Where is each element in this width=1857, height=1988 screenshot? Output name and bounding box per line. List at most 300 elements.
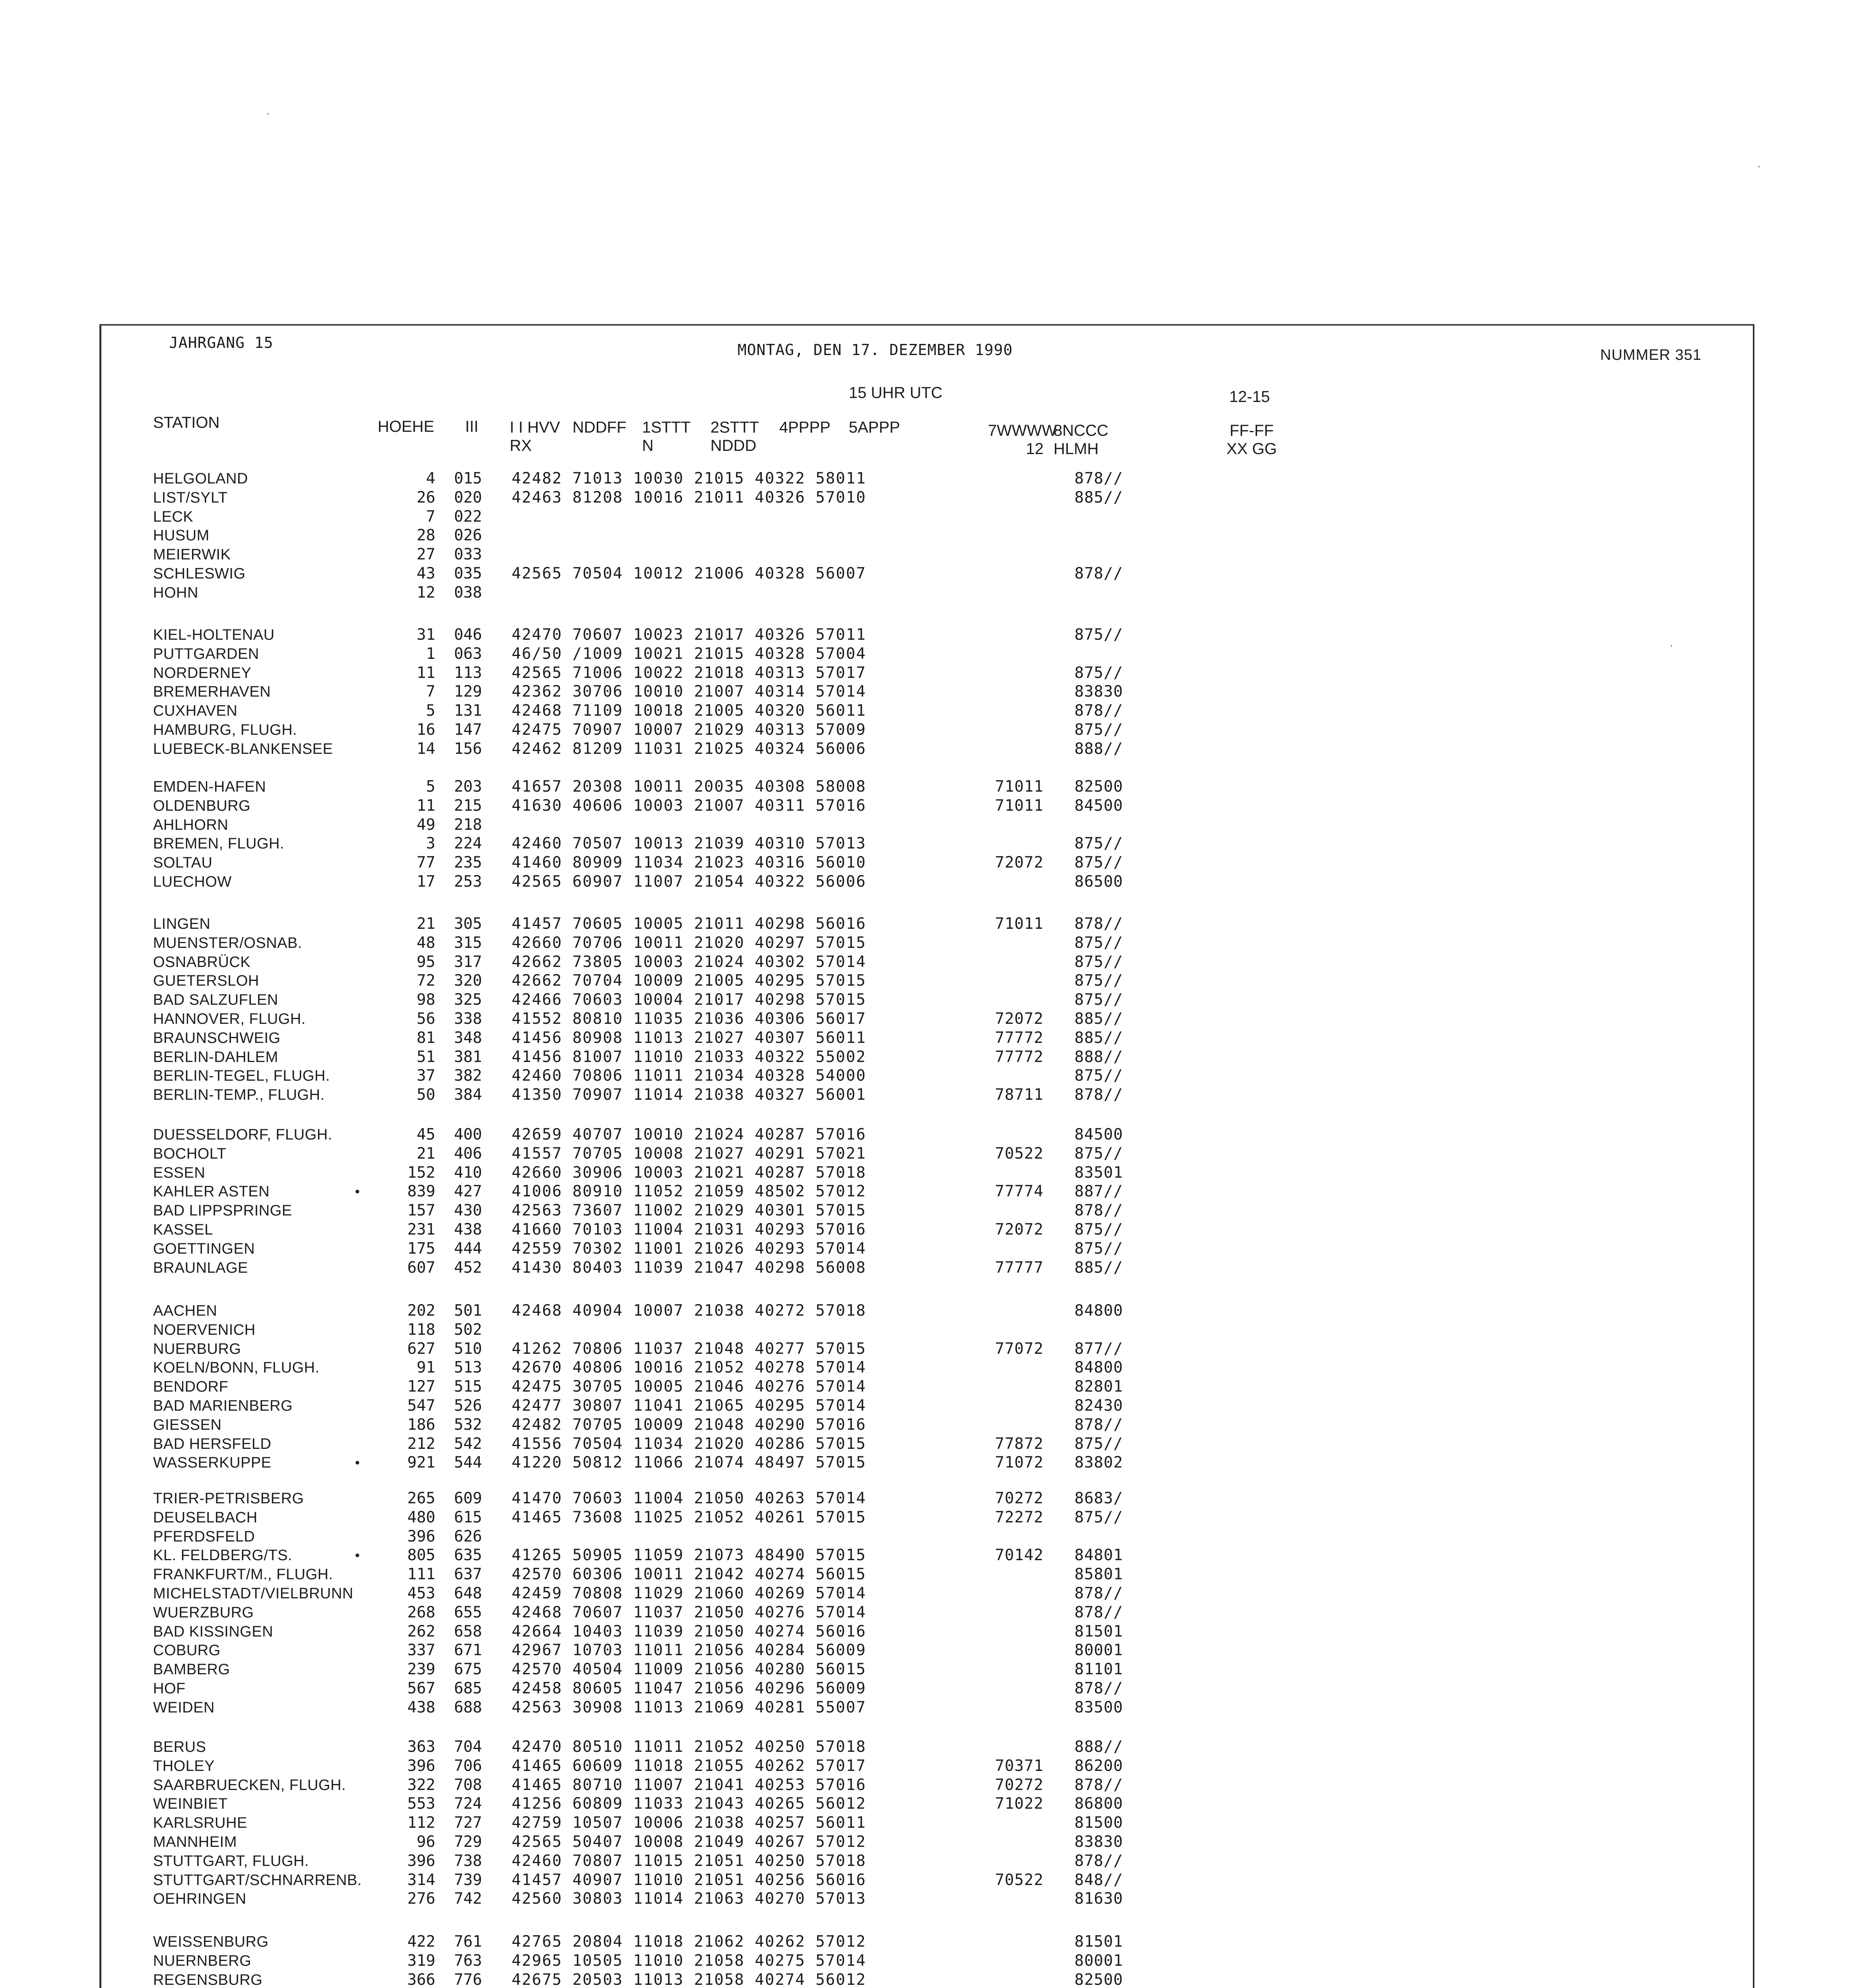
cloud-group: 875// (1074, 664, 1123, 682)
station-height: 265 (407, 1489, 435, 1507)
station-height: 212 (407, 1435, 435, 1453)
station-id: 381 (454, 1048, 482, 1066)
station-id: 542 (454, 1435, 482, 1453)
station-name: BAD SALZUFLEN (153, 992, 278, 1008)
cloud-group: 82500 (1074, 778, 1123, 796)
station-name: KASSEL (153, 1221, 213, 1238)
station-height: 422 (407, 1933, 435, 1951)
station-name: EMDEN-HAFEN (153, 779, 266, 795)
station-height: 396 (407, 1528, 435, 1545)
table-row (0, 1377, 1857, 1396)
station-height: 51 (417, 1048, 435, 1066)
station-id: 215 (454, 797, 482, 815)
station-name: WEIDEN (153, 1699, 215, 1716)
station-name: HUSUM (153, 527, 210, 544)
synop-groups: 42466 70603 10004 21017 40298 57015 (512, 991, 866, 1009)
station-name: WUERZBURG (153, 1604, 254, 1621)
station-name: DEUSELBACH (153, 1509, 258, 1526)
station-name: STUTTGART/SCHNARRENB. (153, 1872, 362, 1889)
synop-groups: 42965 10505 11010 21058 40275 57014 (512, 1952, 866, 1970)
table-row (0, 1757, 1857, 1776)
station-id: 738 (454, 1852, 482, 1870)
station-height: 31 (417, 626, 435, 644)
cloud-group: 878// (1074, 1679, 1123, 1697)
synop-groups: 42470 70607 10023 21017 40326 57011 (512, 626, 866, 644)
cloud-group: 885// (1074, 1259, 1123, 1277)
station-name: NUERBURG (153, 1341, 241, 1357)
station-id: 658 (454, 1623, 482, 1640)
station-name: TRIER-PETRISBERG (153, 1490, 304, 1507)
cloud-group: 82801 (1074, 1378, 1123, 1396)
cloud-group: 82430 (1074, 1397, 1123, 1415)
station-height: 567 (407, 1679, 435, 1697)
synop-groups: 42759 10507 10006 21038 40257 56011 (512, 1814, 866, 1832)
cloud-group: 878// (1074, 470, 1123, 487)
station-name: CUXHAVEN (153, 703, 238, 719)
synop-groups: 41465 60609 11018 21055 40262 57017 (512, 1757, 866, 1775)
station-height: 157 (407, 1202, 435, 1219)
synop-groups: 42670 40806 10016 21052 40278 57014 (512, 1359, 866, 1376)
col-1sttt: 1STTT N (642, 419, 691, 454)
weather-group: 70142 (995, 1546, 1044, 1564)
cloud-group: 82500 (1074, 1971, 1123, 1988)
station-height: 322 (407, 1776, 435, 1794)
station-height: 127 (407, 1378, 435, 1396)
station-id: 224 (454, 835, 482, 852)
weather-group: 77772 (995, 1048, 1044, 1066)
cloud-group: 80001 (1074, 1641, 1123, 1659)
station-id: 544 (454, 1454, 482, 1472)
station-height: 56 (417, 1010, 435, 1028)
table-row (0, 914, 1857, 934)
synop-groups: 42967 10703 11011 21056 40284 56009 (512, 1641, 866, 1659)
scan-speck: . (1757, 157, 1761, 170)
station-height: 50 (417, 1086, 435, 1104)
cloud-group: 81501 (1074, 1933, 1123, 1951)
station-name: BERLIN-TEMP., FLUGH. (153, 1087, 325, 1103)
synop-groups: 42482 71013 10030 21015 40322 58011 (512, 470, 866, 487)
station-height: 262 (407, 1623, 435, 1640)
station-height: 453 (407, 1584, 435, 1602)
station-height: 11 (417, 797, 435, 815)
station-id: 348 (454, 1029, 482, 1047)
station-id: 317 (454, 953, 482, 971)
table-row (0, 545, 1857, 564)
table-row (0, 1679, 1857, 1698)
synop-groups: 42559 70302 11001 21026 40293 57014 (512, 1240, 866, 1258)
col-hoehe: HOEHE (378, 418, 435, 435)
synop-groups: 42482 70705 10009 21048 40290 57016 (512, 1416, 866, 1434)
station-name: AACHEN (153, 1303, 217, 1319)
station-id: 305 (454, 915, 482, 933)
station-id: 020 (454, 489, 482, 507)
synop-groups: 42560 30803 11014 21063 40270 57013 (512, 1890, 866, 1908)
station-name: KARLSRUHE (153, 1815, 247, 1831)
station-name: FRANKFURT/M., FLUGH. (153, 1566, 333, 1583)
station-id: 253 (454, 873, 482, 891)
station-name: WASSERKUPPE (153, 1454, 272, 1471)
weather-group: 77072 (995, 1340, 1044, 1358)
table-row (0, 740, 1857, 759)
cloud-group: 888// (1074, 740, 1123, 758)
table-row (0, 1489, 1857, 1508)
cloud-group: 885// (1074, 489, 1123, 507)
synop-groups: 42660 30906 10003 21021 40287 57018 (512, 1164, 866, 1182)
cloud-group: 81501 (1074, 1623, 1123, 1640)
table-row (0, 834, 1857, 853)
station-name: REGENSBURG (153, 1972, 263, 1988)
station-id: 038 (454, 584, 482, 602)
weather-group: 77777 (995, 1259, 1044, 1277)
synop-groups: 41556 70504 11034 21020 40286 57015 (512, 1435, 866, 1453)
station-height: 363 (407, 1738, 435, 1756)
synop-groups: 42563 30908 11013 21069 40281 55007 (512, 1699, 866, 1716)
station-id: 739 (454, 1871, 482, 1889)
station-height: 112 (407, 1814, 435, 1832)
scan-speck: . (266, 104, 270, 117)
station-name: LINGEN (153, 916, 211, 932)
synop-groups: 41457 40907 11010 21051 40256 56016 (512, 1871, 866, 1889)
synop-groups: 41456 80908 11013 21027 40307 56011 (512, 1029, 866, 1047)
cloud-group: 875// (1074, 972, 1123, 990)
weather-group: 72072 (995, 1010, 1044, 1028)
cloud-group: 83802 (1074, 1454, 1123, 1472)
station-id: 615 (454, 1508, 482, 1526)
station-id: 609 (454, 1489, 482, 1507)
range-label: 12-15 (1229, 388, 1270, 406)
station-height: 438 (407, 1699, 435, 1716)
station-height: 553 (407, 1795, 435, 1813)
station-height: 118 (407, 1321, 435, 1339)
synop-groups: 42459 70808 11029 21060 40269 57014 (512, 1584, 866, 1602)
station-id: 675 (454, 1660, 482, 1678)
table-row (0, 1453, 1857, 1472)
station-id: 400 (454, 1126, 482, 1143)
station-id: 515 (454, 1378, 482, 1396)
station-name: PFERDSFELD (153, 1528, 255, 1545)
synop-groups: 46/50 /1009 10021 21015 40328 57004 (512, 645, 866, 663)
station-height: 11 (417, 664, 435, 682)
table-row (0, 469, 1857, 488)
station-id: 727 (454, 1814, 482, 1832)
station-height: 314 (407, 1871, 435, 1889)
synop-groups: 41630 40606 10003 21007 40311 57016 (512, 797, 866, 815)
col-iii: III (465, 418, 479, 435)
station-id: 113 (454, 664, 482, 682)
station-name: HELGOLAND (153, 470, 248, 487)
table-row (0, 1660, 1857, 1679)
synop-groups: 41660 70103 11004 21031 40293 57016 (512, 1221, 866, 1239)
mountain-station-marker: • (355, 1455, 360, 1470)
synop-groups: 41457 70605 10005 21011 40298 56016 (512, 915, 866, 933)
station-height: 921 (407, 1454, 435, 1472)
cloud-group: 84800 (1074, 1359, 1123, 1376)
station-name: BERUS (153, 1739, 206, 1755)
station-name: OSNABRÜCK (153, 954, 251, 971)
synop-groups: 42565 60907 11007 21054 40322 56006 (512, 873, 866, 891)
cloud-group: 875// (1074, 991, 1123, 1009)
station-height: 5 (426, 702, 435, 720)
cloud-group: 878// (1074, 565, 1123, 582)
station-height: 366 (407, 1971, 435, 1988)
synop-groups: 42475 70907 10007 21029 40313 57009 (512, 721, 866, 739)
station-name: STUTTGART, FLUGH. (153, 1853, 309, 1870)
synop-groups: 42765 20804 11018 21062 40262 57012 (512, 1933, 866, 1951)
cloud-group: 877// (1074, 1340, 1123, 1358)
station-name: GUETERSLOH (153, 973, 259, 989)
station-id: 430 (454, 1202, 482, 1219)
station-height: 21 (417, 1145, 435, 1163)
station-height: 37 (417, 1067, 435, 1085)
synop-groups: 42468 71109 10018 21005 40320 56011 (512, 702, 866, 720)
station-id: 452 (454, 1259, 482, 1277)
synop-groups: 42468 40904 10007 21038 40272 57018 (512, 1302, 866, 1320)
station-name: BERLIN-DAHLEM (153, 1049, 278, 1066)
station-height: 26 (417, 489, 435, 507)
station-id: 131 (454, 702, 482, 720)
station-name: BREMEN, FLUGH. (153, 835, 285, 852)
table-row (0, 1144, 1857, 1163)
synop-groups: 42477 30807 11041 21065 40295 57014 (512, 1397, 866, 1415)
station-id: 501 (454, 1302, 482, 1320)
station-name: SAARBRUECKEN, FLUGH. (153, 1777, 346, 1794)
weather-group: 70371 (995, 1757, 1044, 1775)
table-row (0, 1396, 1857, 1415)
col-2sttt: 2STTT NDDD (710, 419, 759, 454)
station-height: 337 (407, 1641, 435, 1659)
table-row (0, 815, 1857, 835)
station-height: 3 (426, 835, 435, 852)
utc-label: 15 UHR UTC (849, 384, 943, 402)
station-name: NUERNBERG (153, 1953, 252, 1969)
station-height: 202 (407, 1302, 435, 1320)
station-name: GIESSEN (153, 1417, 222, 1433)
station-name: WEISSENBURG (153, 1934, 269, 1950)
weather-group: 72072 (995, 854, 1044, 872)
cloud-group: 888// (1074, 1048, 1123, 1066)
station-id: 156 (454, 740, 482, 758)
station-name: KOELN/BONN, FLUGH. (153, 1359, 320, 1376)
station-name: KAHLER ASTEN (153, 1183, 270, 1200)
station-id: 526 (454, 1397, 482, 1415)
station-name: MANNHEIM (153, 1834, 237, 1850)
cloud-group: 878// (1074, 1604, 1123, 1621)
cloud-group: 848// (1074, 1871, 1123, 1889)
table-row (0, 953, 1857, 972)
station-id: 776 (454, 1971, 482, 1988)
station-name: HOHN (153, 584, 198, 601)
station-name: THOLEY (153, 1758, 215, 1774)
weather-group: 77774 (995, 1182, 1044, 1200)
table-row (0, 796, 1857, 815)
table-row (0, 1738, 1857, 1757)
station-id: 742 (454, 1890, 482, 1908)
synop-groups: 42662 73805 10003 21024 40302 57014 (512, 953, 866, 971)
synop-groups: 41006 80910 11052 21059 48502 57012 (512, 1182, 866, 1200)
synop-groups: 42664 10403 11039 21050 40274 56016 (512, 1623, 866, 1640)
station-name: GOETTINGEN (153, 1241, 255, 1257)
station-id: 235 (454, 854, 482, 872)
synop-groups: 42463 81208 10016 21011 40326 57010 (512, 489, 866, 507)
station-height: 95 (417, 953, 435, 971)
synop-groups: 41552 80810 11035 21036 40306 56017 (512, 1010, 866, 1028)
station-name: AHLHORN (153, 817, 229, 833)
cloud-group: 81500 (1074, 1814, 1123, 1832)
station-id: 688 (454, 1699, 482, 1716)
cloud-group: 84801 (1074, 1546, 1123, 1564)
table-row (0, 1010, 1857, 1029)
cloud-group: 878// (1074, 1852, 1123, 1870)
station-height: 17 (417, 873, 435, 891)
weather-group: 77872 (995, 1435, 1044, 1453)
table-row (0, 971, 1857, 990)
table-row (0, 1871, 1857, 1890)
synop-groups: 42565 70504 10012 21006 40328 56007 (512, 565, 866, 582)
station-height: 91 (417, 1359, 435, 1376)
table-row (0, 1852, 1857, 1871)
station-height: 547 (407, 1397, 435, 1415)
col-8nccc: 8NCCC HLMH (1054, 422, 1108, 458)
synop-groups: 41220 50812 11066 21074 48497 57015 (512, 1454, 866, 1472)
col-hvv: I I HVV RX (510, 419, 560, 454)
station-height: 77 (417, 854, 435, 872)
cloud-group: 878// (1074, 1584, 1123, 1602)
weather-group: 72072 (995, 1221, 1044, 1239)
station-id: 218 (454, 816, 482, 834)
table-row (0, 1833, 1857, 1852)
col-4pppp: 4PPPP (779, 419, 831, 436)
table-row (0, 701, 1857, 720)
synop-groups: 42475 30705 10005 21046 40276 57014 (512, 1378, 866, 1396)
station-name: LECK (153, 509, 194, 525)
synop-groups: 42662 70704 10009 21005 40295 57015 (512, 972, 866, 990)
synop-groups: 42565 50407 10008 21049 40267 57012 (512, 1833, 866, 1851)
table-row (0, 1125, 1857, 1144)
table-row (0, 1435, 1857, 1454)
table-row (0, 1301, 1857, 1320)
station-height: 49 (417, 816, 435, 834)
weather-group: 71011 (995, 915, 1044, 933)
cloud-group: 875// (1074, 835, 1123, 852)
synop-groups: 42462 81209 11031 21025 40324 56006 (512, 740, 866, 758)
cloud-group: 81101 (1074, 1660, 1123, 1678)
station-height: 81 (417, 1029, 435, 1047)
cloud-group: 887// (1074, 1182, 1123, 1200)
table-row (0, 1889, 1857, 1908)
station-id: 063 (454, 645, 482, 663)
station-height: 175 (407, 1240, 435, 1258)
station-name: WEINBIET (153, 1796, 228, 1812)
station-id: 438 (454, 1221, 482, 1239)
station-name: COBURG (153, 1642, 221, 1659)
station-name: HANNOVER, FLUGH. (153, 1011, 306, 1027)
table-row (0, 1603, 1857, 1622)
station-height: 72 (417, 972, 435, 990)
station-name: BAD MARIENBERG (153, 1398, 293, 1414)
station-id: 427 (454, 1182, 482, 1200)
synop-groups: 42468 70607 11037 21050 40276 57014 (512, 1604, 866, 1621)
cloud-group: 85801 (1074, 1565, 1123, 1583)
station-id: 026 (454, 526, 482, 544)
cloud-group: 8683/ (1074, 1489, 1123, 1507)
station-id: 626 (454, 1528, 482, 1545)
station-height: 396 (407, 1757, 435, 1775)
table-row (0, 488, 1857, 507)
cloud-group: 81630 (1074, 1890, 1123, 1908)
station-id: 406 (454, 1145, 482, 1163)
synop-groups: 41256 60809 11033 21043 40265 56012 (512, 1795, 866, 1813)
cloud-group: 83500 (1074, 1699, 1123, 1716)
table-row (0, 1239, 1857, 1258)
cloud-group: 878// (1074, 915, 1123, 933)
station-name: PUTTGARDEN (153, 646, 259, 662)
synop-groups: 42458 80605 11047 21056 40296 56009 (512, 1679, 866, 1697)
station-height: 43 (417, 565, 435, 582)
station-height: 839 (407, 1182, 435, 1200)
weather-group: 72272 (995, 1508, 1044, 1526)
station-id: 637 (454, 1565, 482, 1583)
station-name: BREMERHAVEN (153, 683, 271, 700)
synop-groups: 42570 60306 10011 21042 40274 56015 (512, 1565, 866, 1583)
synop-groups: 41262 70806 11037 21048 40277 57015 (512, 1340, 866, 1358)
station-name: NOERVENICH (153, 1322, 256, 1338)
station-id: 635 (454, 1546, 482, 1564)
weather-group: 77772 (995, 1029, 1044, 1047)
mountain-station-marker: • (355, 1184, 360, 1199)
weather-group: 71022 (995, 1795, 1044, 1813)
station-name: KIEL-HOLTENAU (153, 627, 275, 643)
table-row (0, 1029, 1857, 1048)
station-name: HAMBURG, FLUGH. (153, 722, 297, 738)
synop-groups: 41350 70907 11014 21038 40327 56001 (512, 1086, 866, 1104)
station-height: 7 (426, 508, 435, 526)
synop-groups: 42659 40707 10010 21024 40287 57016 (512, 1126, 866, 1143)
synop-groups: 41465 73608 11025 21052 40261 57015 (512, 1508, 866, 1526)
synop-groups: 41456 81007 11010 21033 40322 55002 (512, 1048, 866, 1066)
station-id: 315 (454, 934, 482, 952)
station-height: 268 (407, 1604, 435, 1621)
cloud-group: 875// (1074, 1221, 1123, 1239)
table-row (0, 1320, 1857, 1340)
station-id: 046 (454, 626, 482, 644)
table-row (0, 1508, 1857, 1527)
table-row (0, 564, 1857, 583)
cloud-group: 86500 (1074, 873, 1123, 891)
jahrgang-label: JAHRGANG 15 (169, 334, 274, 351)
cloud-group: 875// (1074, 1240, 1123, 1258)
cloud-group: 875// (1074, 626, 1123, 644)
cloud-group: 83830 (1074, 683, 1123, 701)
station-height: 152 (407, 1164, 435, 1182)
station-name: MEIERWIK (153, 546, 231, 563)
station-name: BRAUNLAGE (153, 1260, 248, 1276)
table-row (0, 1698, 1857, 1717)
station-name: BAD LIPPSPRINGE (153, 1202, 292, 1219)
station-id: 033 (454, 546, 482, 563)
station-name: DUESSELDORF, FLUGH. (153, 1126, 332, 1143)
station-height: 231 (407, 1221, 435, 1239)
cloud-group: 878// (1074, 1776, 1123, 1794)
synop-groups: 42460 70807 11015 21051 40250 57018 (512, 1852, 866, 1870)
table-row (0, 1358, 1857, 1377)
station-id: 761 (454, 1933, 482, 1951)
station-name: LIST/SYLT (153, 489, 228, 506)
col-7wwww: 7WWWW 12 (988, 422, 1057, 458)
station-name: LUEBECK-BLANKENSEE (153, 741, 333, 757)
cloud-group: 875// (1074, 1435, 1123, 1453)
col-5appp: 5APPP (849, 419, 900, 436)
station-height: 27 (417, 546, 435, 563)
